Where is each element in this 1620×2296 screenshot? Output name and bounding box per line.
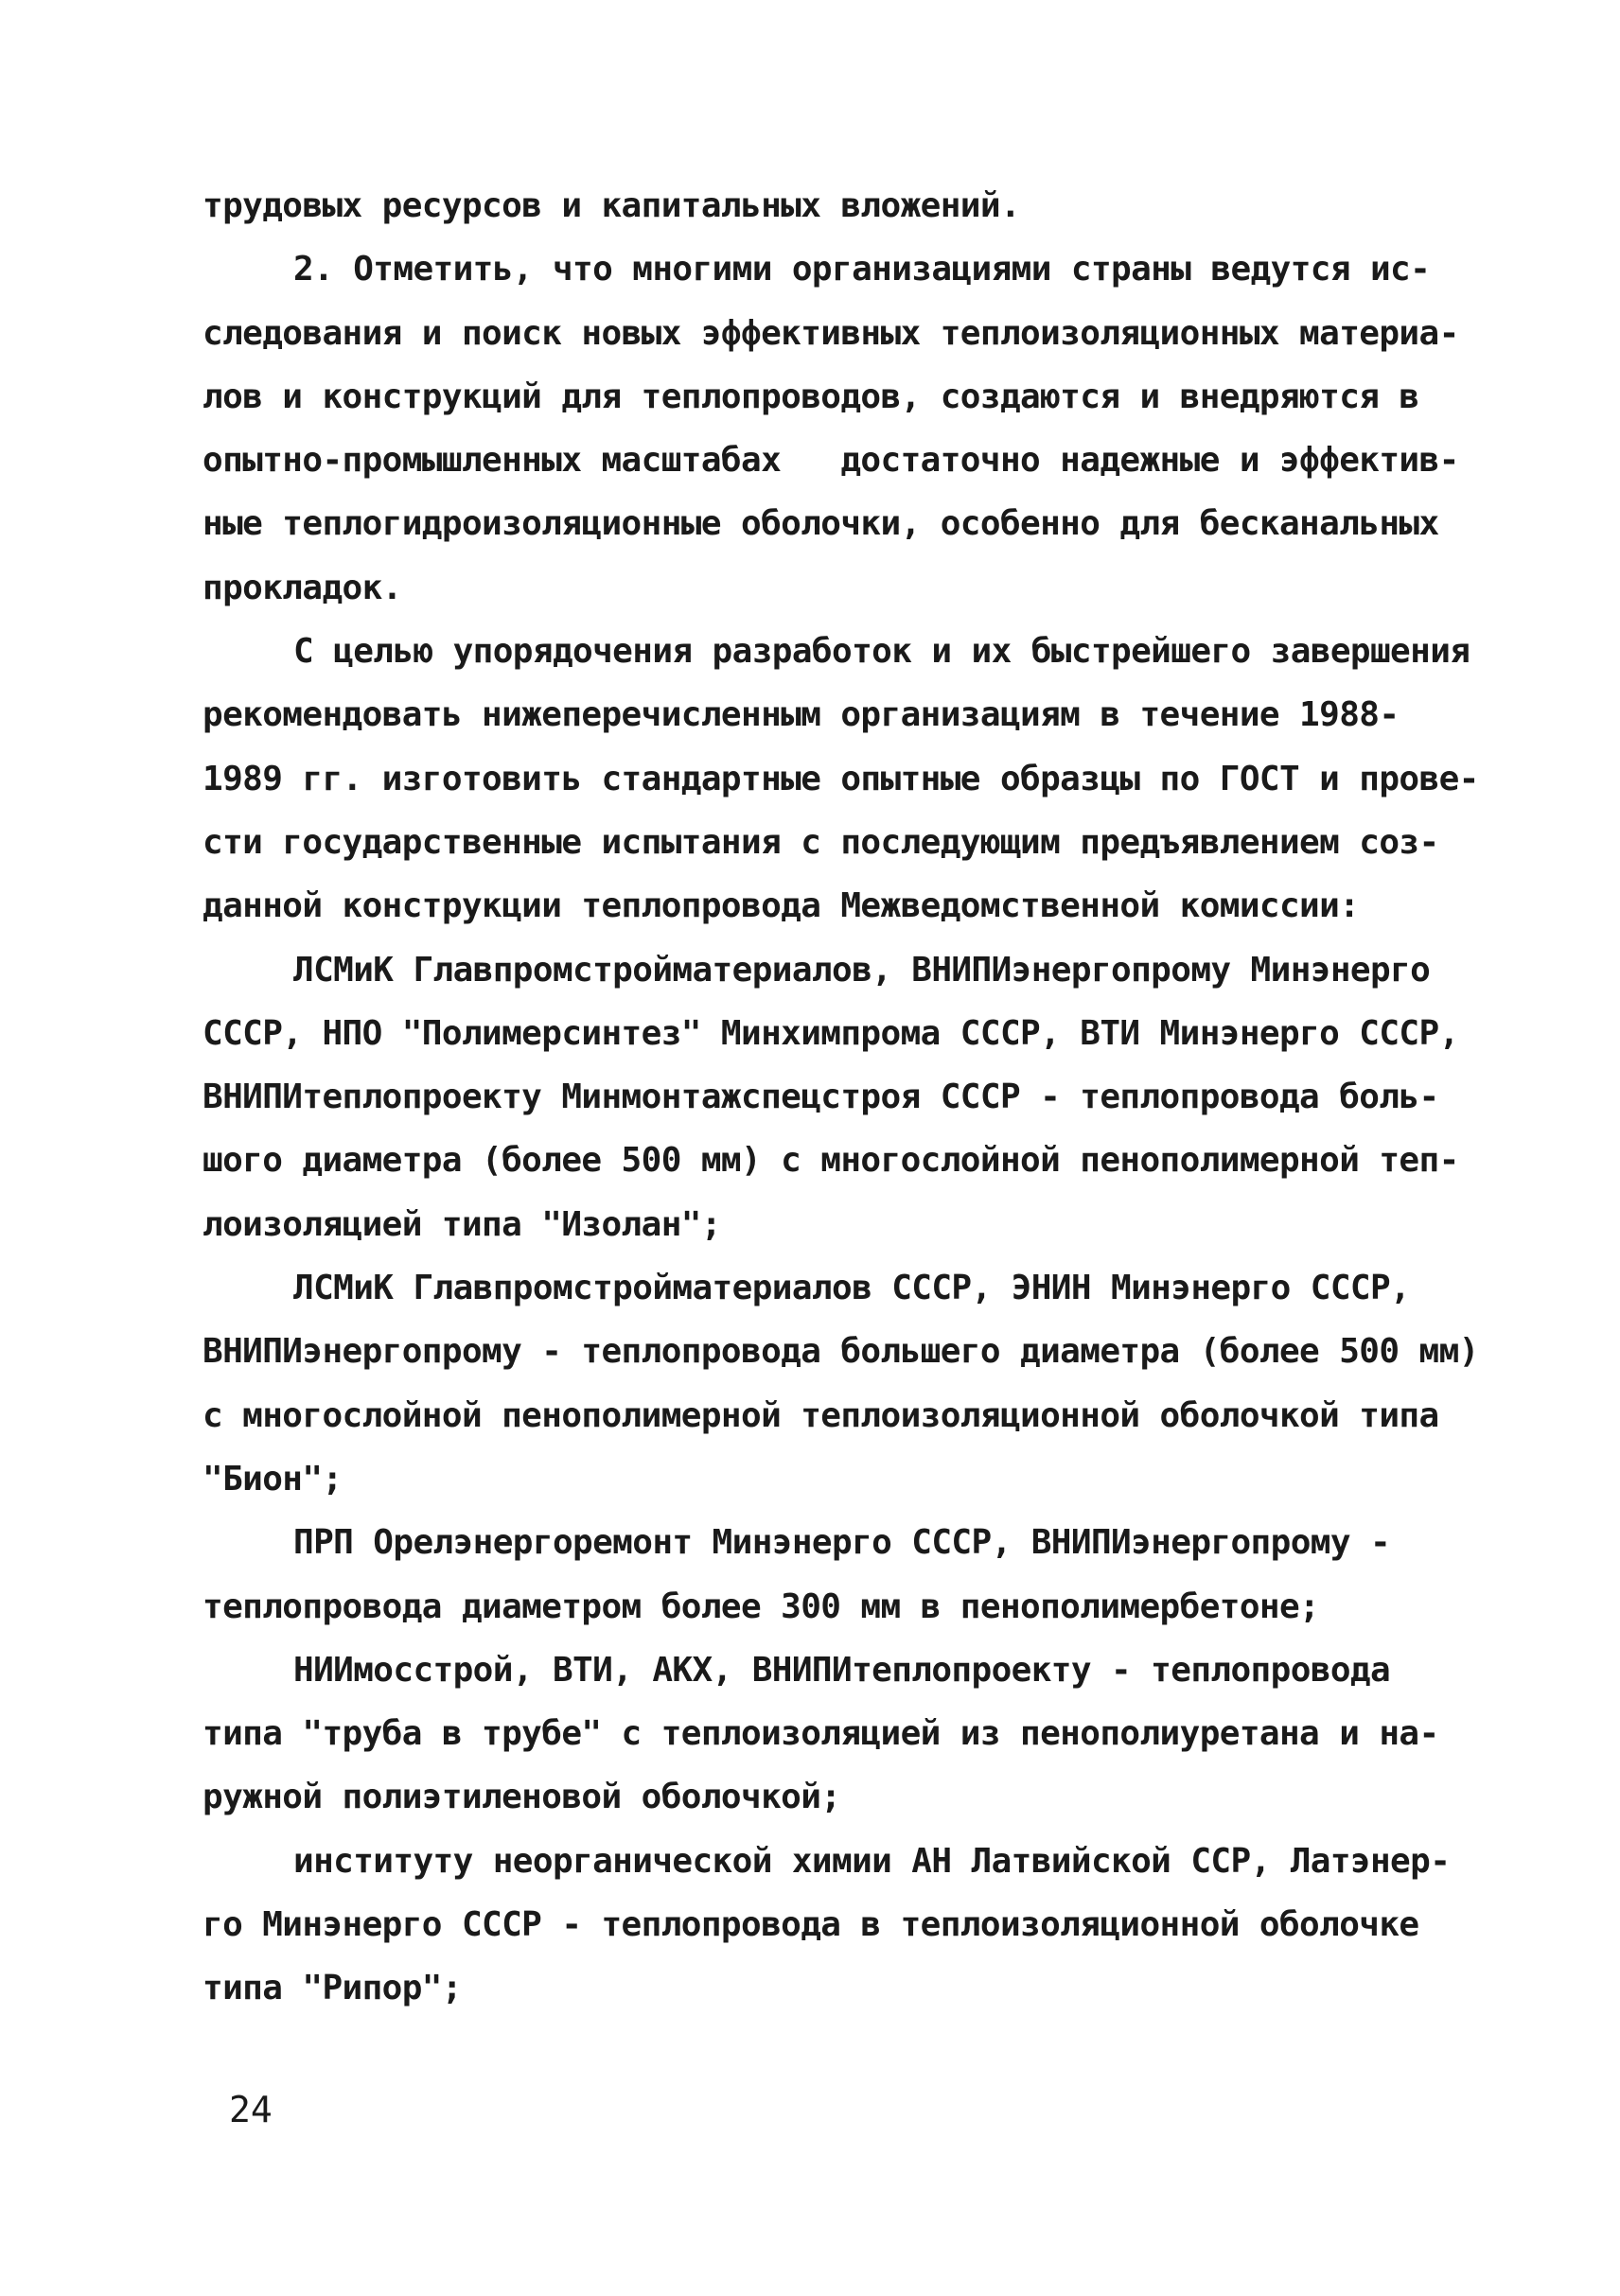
text-line: 1989 гг. изготовить стандартные опытные образцы по ГОСТ и прове- — [202, 759, 1479, 798]
text-line: СССР, НПО "Полимерсинтез" Минхимпрома СССР, ВТИ Минэнерго СССР, — [202, 1013, 1459, 1053]
text-line: ЛСМиК Главпромстройматериалов, ВНИПИэнергопрому Минэнерго — [293, 950, 1431, 990]
text-line: ПРП Орелэнергоремонт Минэнерго СССР, ВНИПИэнергопрому - — [293, 1523, 1391, 1563]
text-line: теплопровода диаметром более 300 мм в пенополимербетоне; — [202, 1586, 1320, 1626]
text-line: лов и конструкций для теплопроводов, создаются и внедряются в — [202, 377, 1419, 416]
text-line: опытно-промышленных масштабах достаточно надежные и эффектив- — [202, 441, 1459, 481]
text-line: с многослойной пенополимерной теплоизоляционной оболочкой типа — [202, 1395, 1439, 1435]
text-line: типа "Рипор"; — [202, 1969, 462, 2008]
text-line: следования и поиск новых эффективных теплоизоляционных материа- — [202, 313, 1459, 353]
body-text — [202, 174, 1479, 2021]
text-line: сти государственные испытания с последующим предъявлением соз- — [202, 822, 1439, 862]
text-line: трудовых ресурсов и капитальных вложений. — [202, 186, 1021, 225]
text-line: ВНИПИэнергопрому - теплопровода большего диаметра (более 500 мм) — [202, 1332, 1479, 1372]
text-line: ЛСМиК Главпромстройматериалов СССР, ЭНИН Минэнерго СССР, — [293, 1269, 1411, 1308]
page-number: 24 — [229, 2089, 273, 2130]
text-line: С целью упорядочения разработок и их быстрейшего завершения — [293, 632, 1470, 672]
text-line: лоизоляцией типа "Изолан"; — [202, 1204, 721, 1244]
text-line: шого диаметра (более 500 мм) с многослойной пенополимерной теп- — [202, 1141, 1459, 1181]
text-line: данной конструкции теплопровода Межведомственной комиссии: — [202, 886, 1360, 926]
text-line: го Минэнерго СССР - теплопровода в теплоизоляционной оболочке — [202, 1905, 1419, 1945]
text-line: НИИмосстрой, ВТИ, АКХ, ВНИПИтеплопроекту - теплопровода — [293, 1650, 1391, 1690]
text-line: прокладок. — [202, 568, 402, 607]
text-line: "Бион"; — [202, 1459, 343, 1499]
text-line: рекомендовать нижеперечисленным организациям в течение 1988- — [202, 695, 1400, 735]
text-line: ВНИПИтеплопроекту Минмонтажспецстроя СССР - теплопровода боль- — [202, 1078, 1439, 1117]
text-line: ные теплогидроизоляционные оболочки, особенно для бесканальных — [202, 504, 1439, 544]
text-line: институту неорганической химии АН Латвийской ССР, Латэнер- — [293, 1841, 1451, 1881]
text-line: типа "труба в трубе" с теплоизоляцией из пенополиуретана и на- — [202, 1714, 1439, 1754]
text-line: 2. Отметить, что многими организациями страны ведутся ис- — [293, 250, 1431, 289]
text-line: ружной полиэтиленовой оболочкой; — [202, 1778, 841, 1817]
